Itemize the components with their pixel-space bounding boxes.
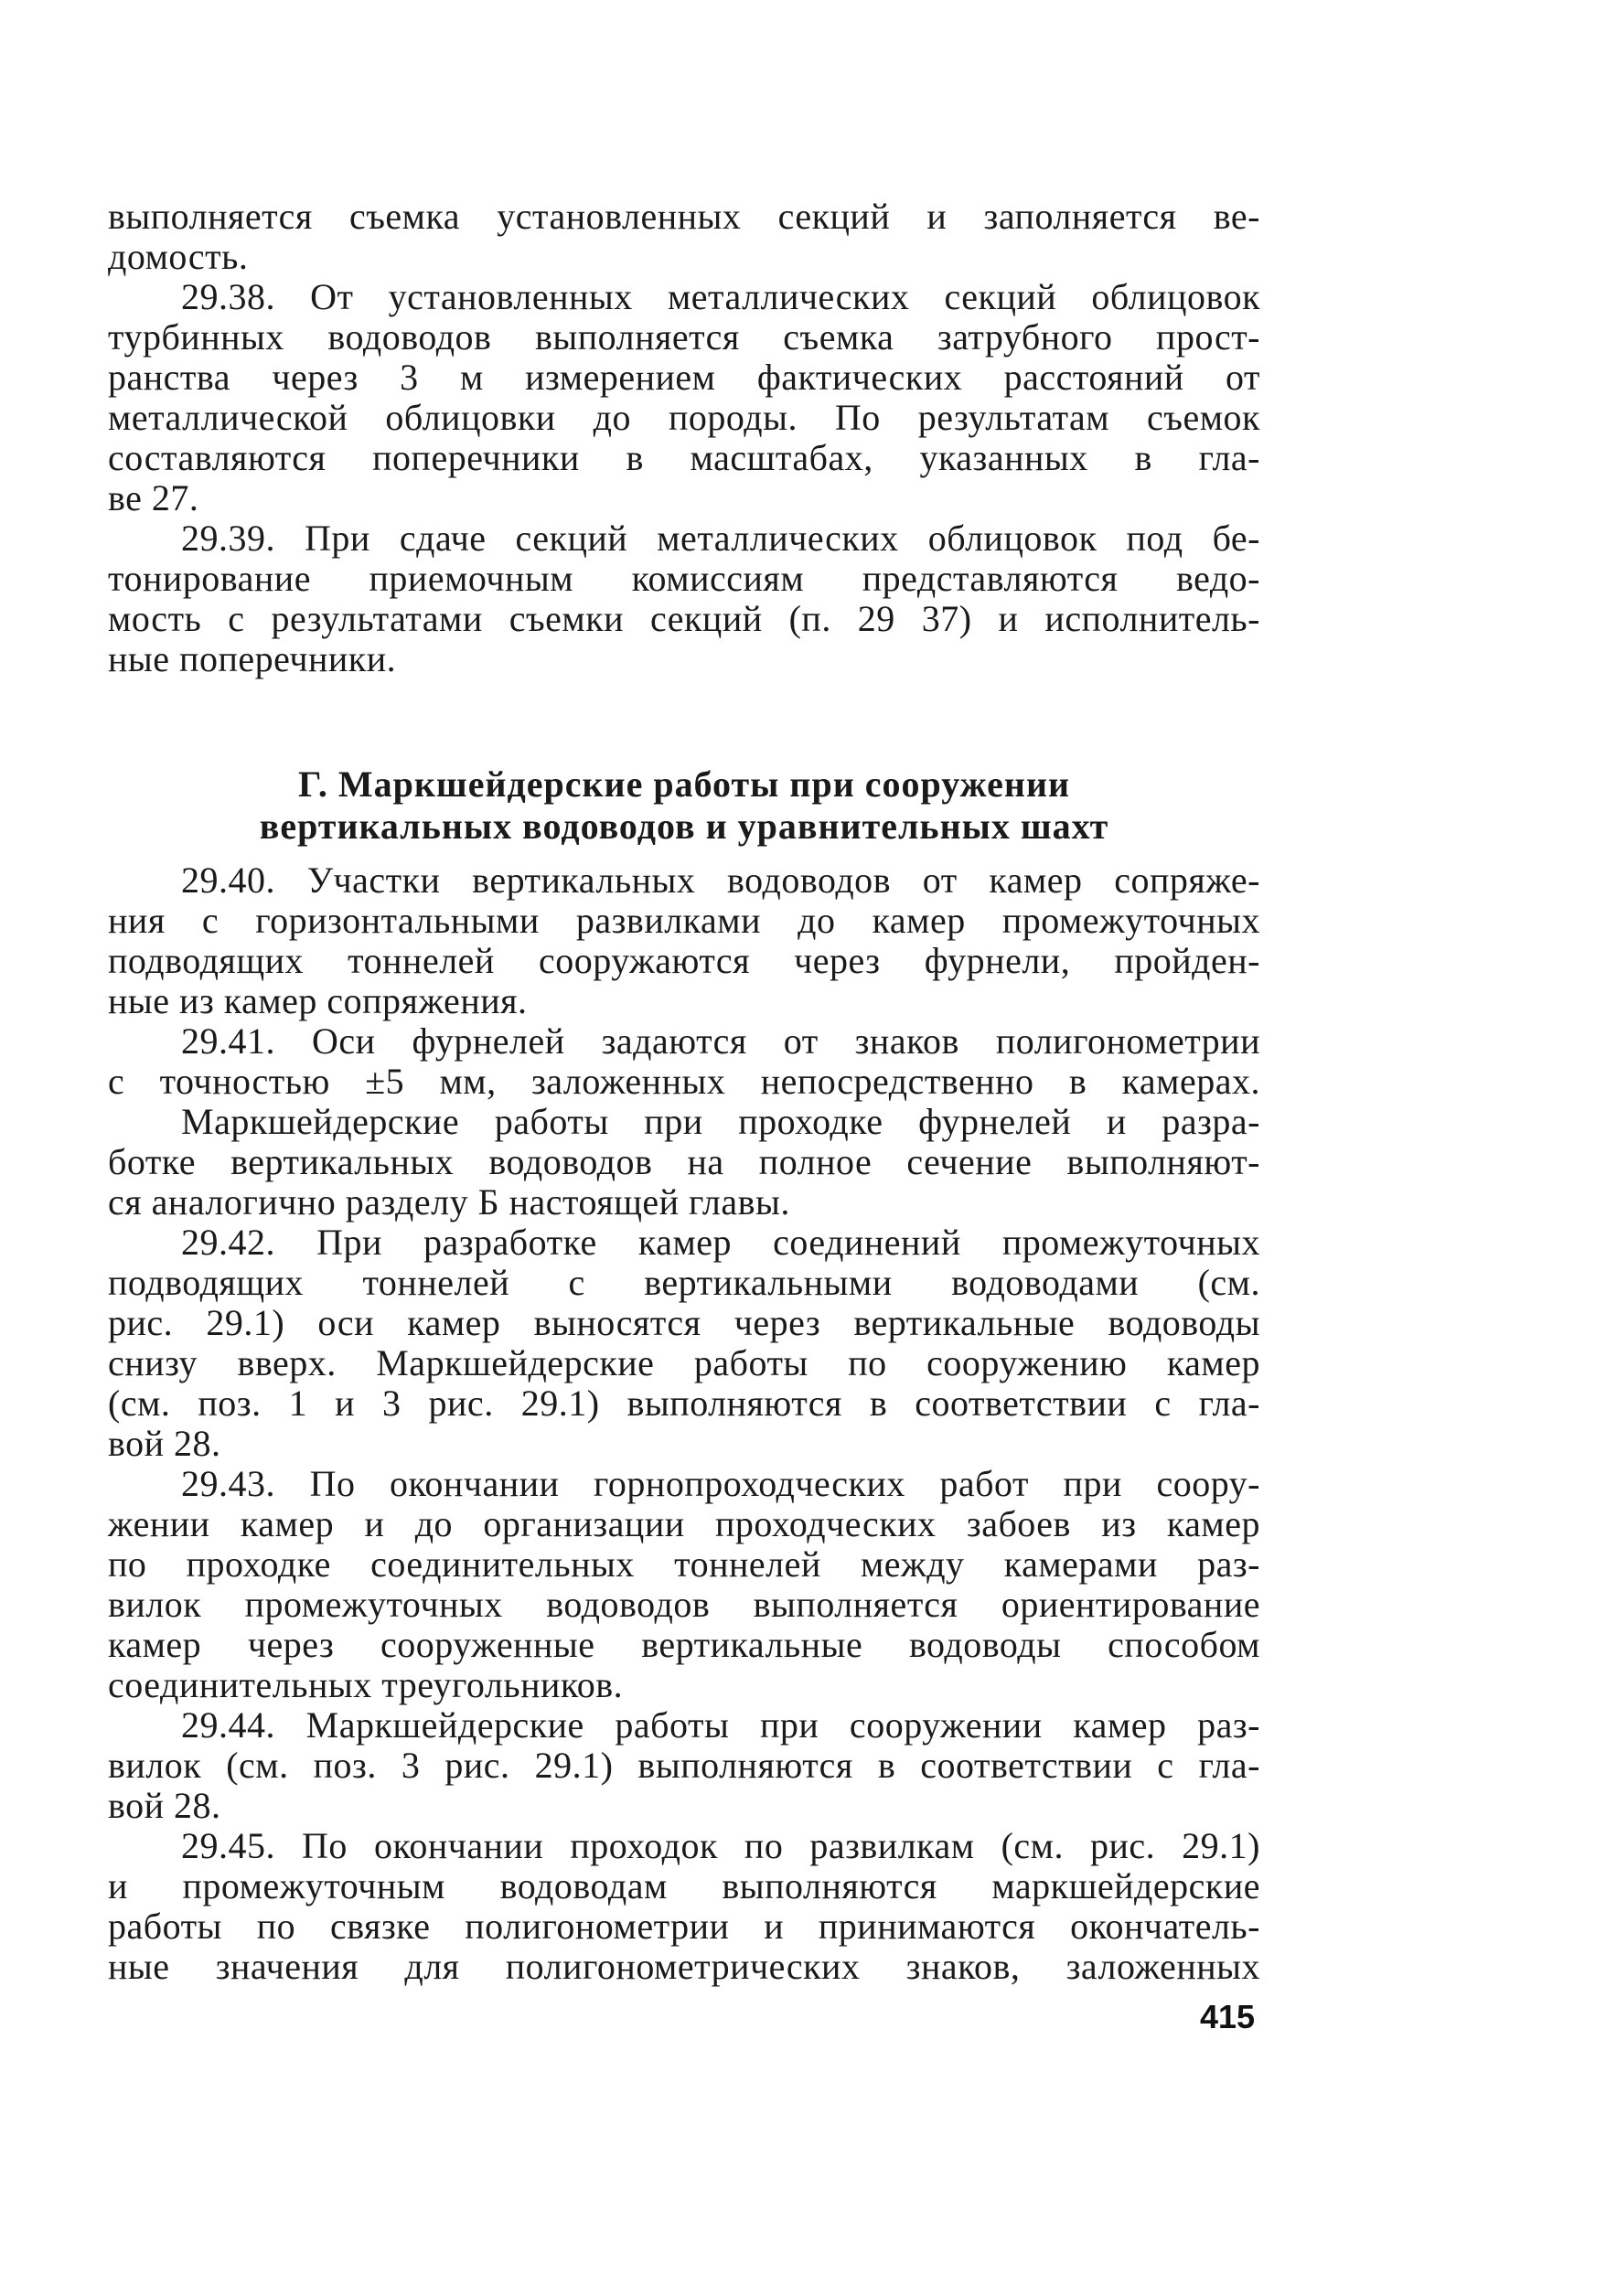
text-line: мость с результатами съемки секций (п. 29 37) и исполнитель- bbox=[108, 598, 1260, 639]
text-line: тонирование приемочным комиссиям представляются ведо- bbox=[108, 558, 1260, 599]
paragraph-29-45 bbox=[108, 1826, 1260, 1987]
text-line: снизу вверх. Маркшейдерские работы по сооружению камер bbox=[108, 1342, 1260, 1383]
text-line: турбинных водоводов выполняется съемка затрубного прост- bbox=[108, 316, 1260, 358]
text-line: подводящих тоннелей с вертикальными водоводами (см. bbox=[108, 1262, 1260, 1303]
heading-line: Г. Маркшейдерские работы при сооружении bbox=[297, 764, 1071, 805]
text-line: (см. поз. 1 и 3 рис. 29.1) выполняются в соответствии с гла- bbox=[108, 1383, 1260, 1424]
text-line: ранства через 3 м измерением фактических расстояний от bbox=[108, 357, 1260, 398]
text-line: соединительных треугольников. bbox=[108, 1664, 624, 1705]
paragraph-29-38 bbox=[108, 277, 1260, 518]
paragraph-29-42 bbox=[108, 1223, 1260, 1464]
text-line: ные значения для полигонометрических знаков, заложенных bbox=[108, 1946, 1260, 1987]
paragraph-29-40 bbox=[108, 860, 1260, 1021]
text-line: вилок (см. поз. 3 рис. 29.1) выполняются в соответствии с гла- bbox=[108, 1745, 1260, 1786]
text-line: выполняется съемка установленных секций и заполняется ве- bbox=[108, 196, 1260, 237]
text-line: вой 28. bbox=[108, 1423, 221, 1464]
text-line: по проходке соединительных тоннелей между камерами раз- bbox=[108, 1543, 1260, 1585]
text-line: и промежуточным водоводам выполняются маркшейдерские bbox=[108, 1865, 1260, 1906]
document-page bbox=[108, 197, 1260, 1987]
page-number: 415 bbox=[1200, 1998, 1256, 2035]
text-line: ные поперечники. bbox=[108, 638, 397, 679]
text-line: 29.39. При сдаче секций металлических облицовок под бе- bbox=[181, 518, 1260, 559]
paragraph-intro bbox=[108, 197, 1260, 277]
section-heading bbox=[108, 764, 1260, 848]
text-line: камер через сооруженные вертикальные водоводы способом bbox=[108, 1624, 1260, 1665]
text-line: ся аналогично разделу Б настоящей главы. bbox=[108, 1181, 790, 1223]
text-line: 29.44. Маркшейдерские работы при сооружении камер раз- bbox=[181, 1704, 1260, 1746]
text-line: металлической облицовки до породы. По результатам съемок bbox=[108, 397, 1260, 438]
text-line: 29.42. При разработке камер соединений промежуточных bbox=[181, 1222, 1260, 1263]
paragraph-29-39 bbox=[108, 518, 1260, 679]
text-line: рис. 29.1) оси камер выносятся через вертикальные водоводы bbox=[108, 1302, 1260, 1343]
paragraph-29-44 bbox=[108, 1705, 1260, 1826]
paragraph-29-41 bbox=[108, 1021, 1260, 1223]
text-line: 29.45. По окончании проходок по развилкам (см. рис. 29.1) bbox=[181, 1825, 1260, 1866]
heading-line: вертикальных водоводов и уравнительных шахт bbox=[259, 806, 1109, 847]
text-line: 29.41. Оси фурнелей задаются от знаков полигонометрии bbox=[181, 1020, 1260, 1062]
text-line: ные из камер сопряжения. bbox=[108, 980, 528, 1021]
text-line: 29.43. По окончании горнопроходческих работ при соору- bbox=[181, 1463, 1260, 1504]
text-line: ния с горизонтальными развилками до камер промежуточных bbox=[108, 900, 1260, 941]
text-line: подводящих тоннелей сооружаются через фурнели, пройден- bbox=[108, 940, 1260, 981]
text-line: работы по связке полигонометрии и принимаются окончатель- bbox=[108, 1906, 1260, 1947]
paragraph-29-43 bbox=[108, 1464, 1260, 1705]
text-line: ве 27. bbox=[108, 477, 199, 518]
text-line: вой 28. bbox=[108, 1785, 221, 1826]
section-spacer bbox=[108, 679, 1260, 764]
text-line: 29.38. От установленных металлических секций облицовок bbox=[181, 276, 1260, 317]
text-line: вилок промежуточных водоводов выполняется ориентирование bbox=[108, 1584, 1260, 1625]
text-line: составляются поперечники в масштабах, указанных в гла- bbox=[108, 437, 1260, 478]
text-line: жении камер и до организации проходческих забоев из камер bbox=[108, 1503, 1260, 1544]
text-line: 29.40. Участки вертикальных водоводов от камер сопряже- bbox=[181, 860, 1260, 901]
text-line: домость. bbox=[108, 236, 249, 277]
text-line: с точностью ±5 мм, заложенных непосредственно в камерах. bbox=[108, 1061, 1260, 1102]
text-line: Маркшейдерские работы при проходке фурнелей и разра- bbox=[181, 1101, 1260, 1142]
text-line: ботке вертикальных водоводов на полное сечение выполняют- bbox=[108, 1141, 1260, 1182]
